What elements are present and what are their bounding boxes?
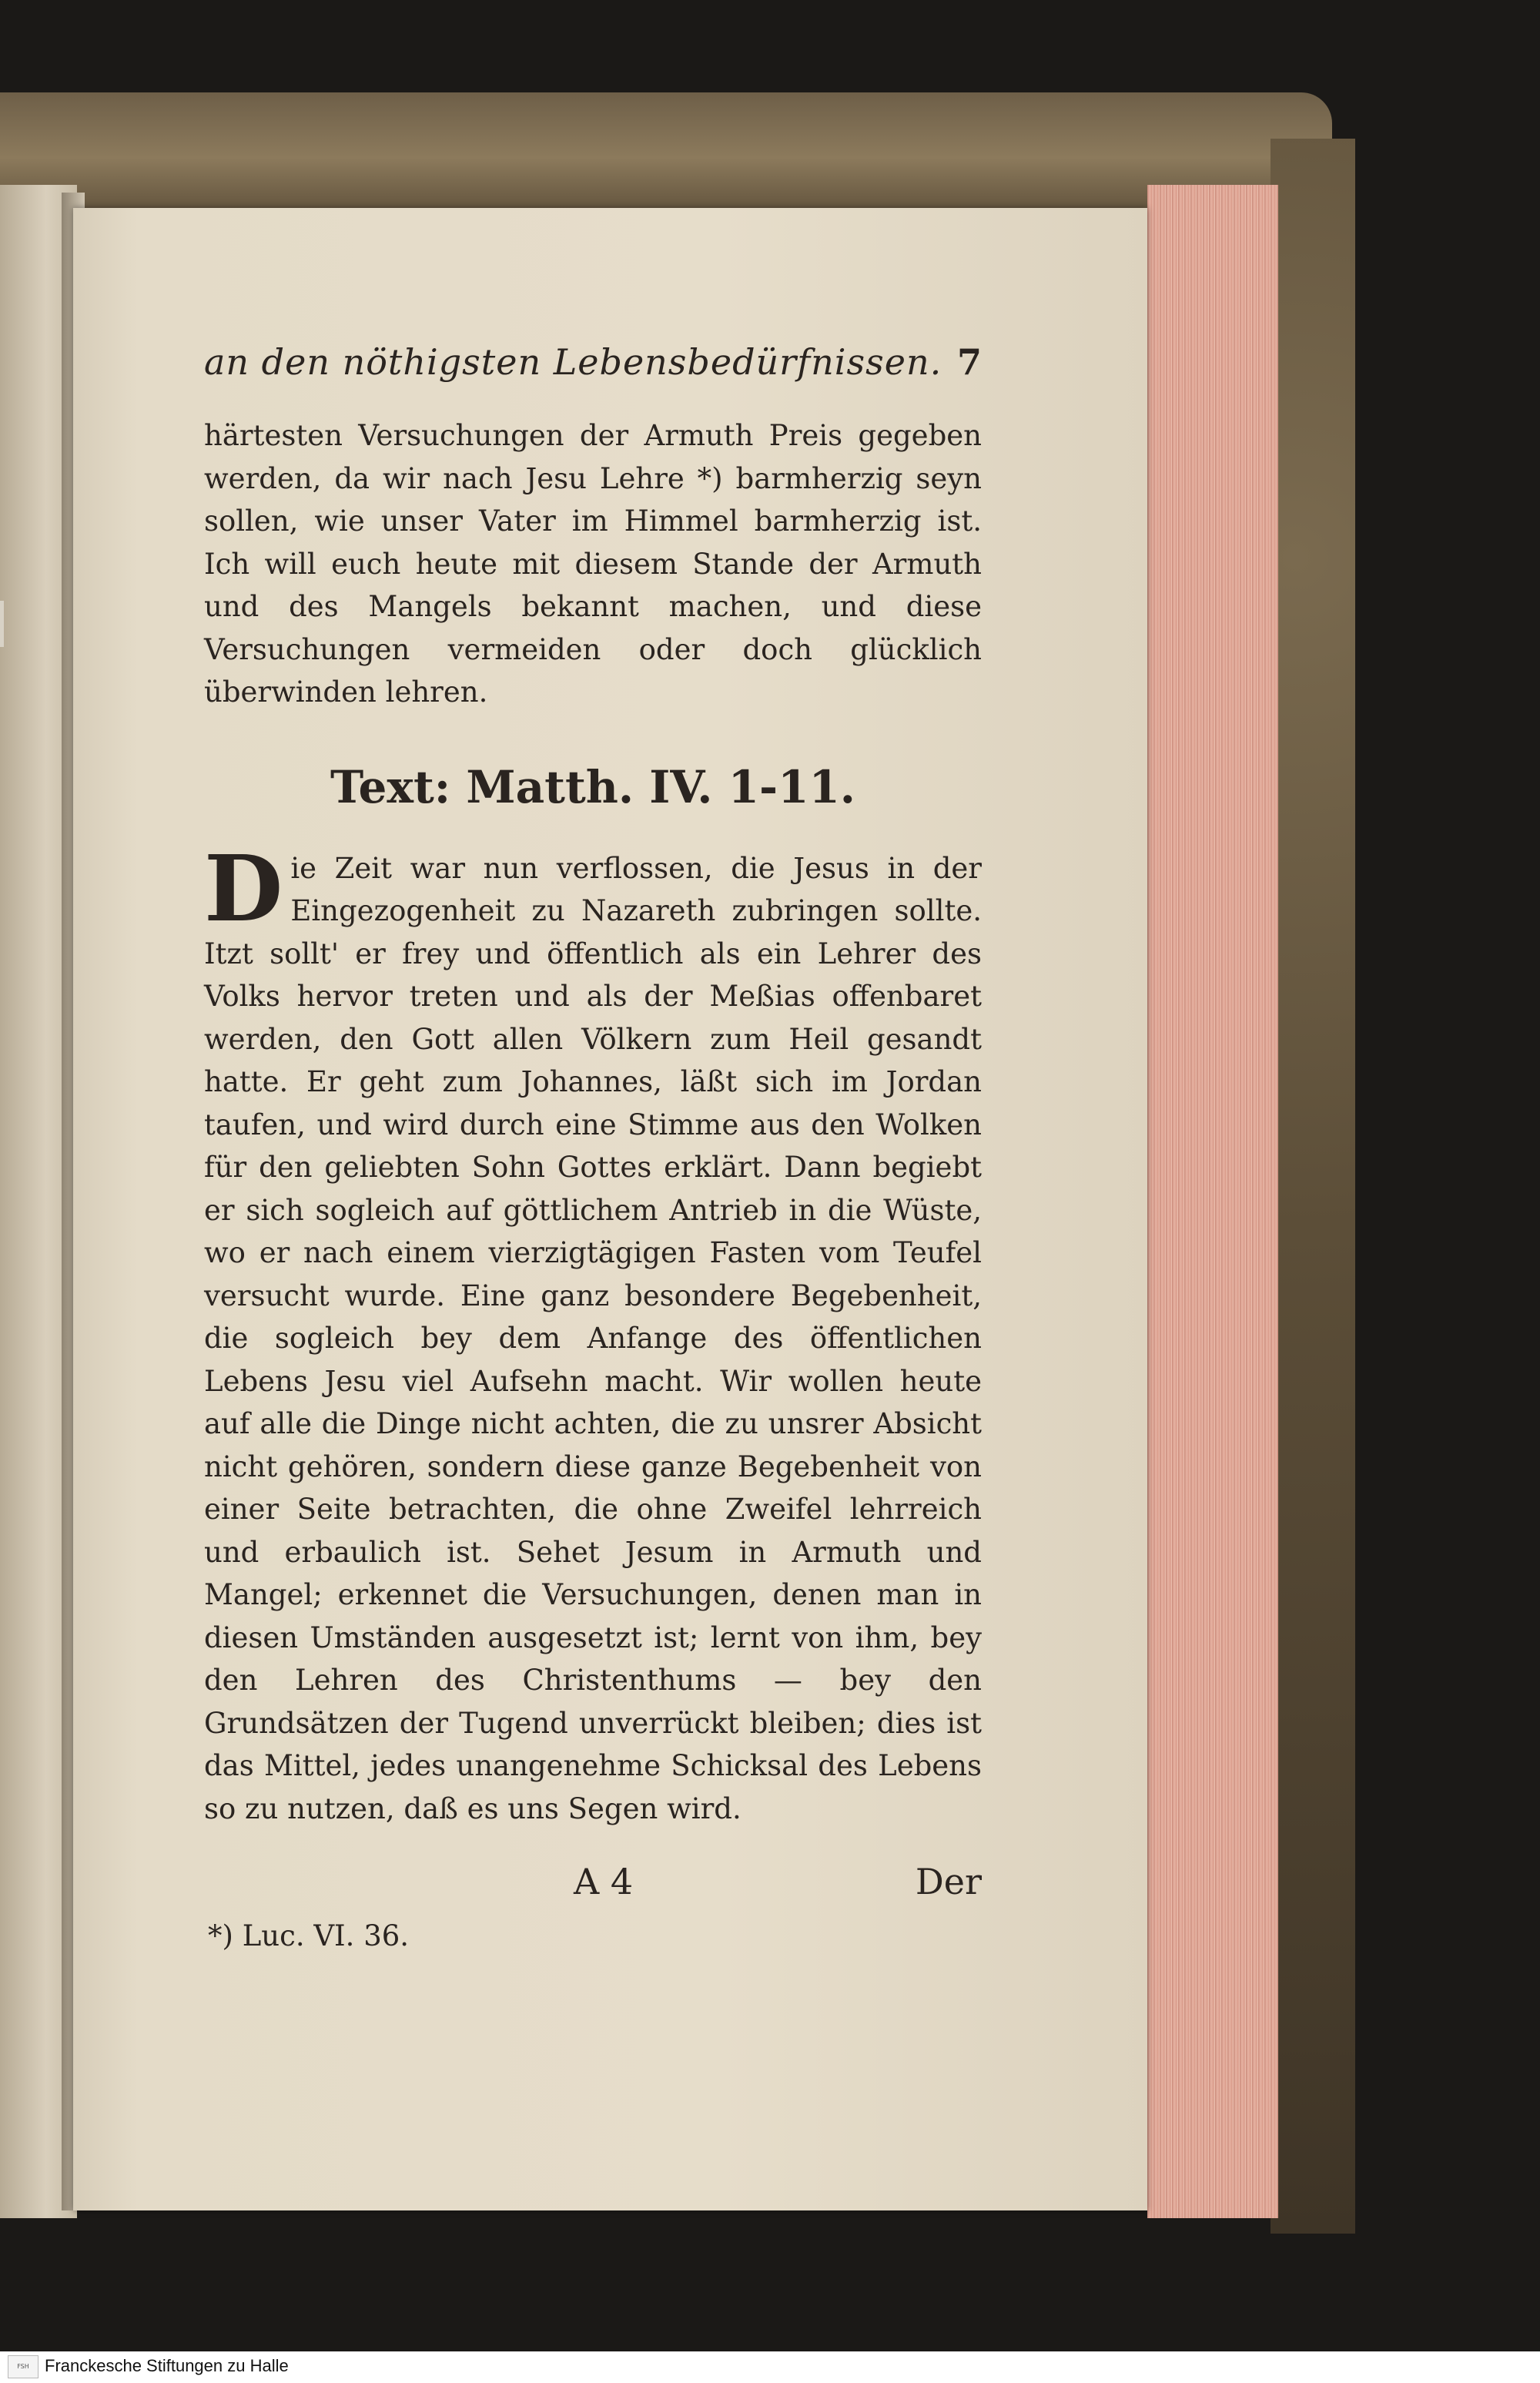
left-margin-mark	[0, 601, 4, 647]
running-head	[204, 339, 982, 385]
footnote: *) Luc. VI. 36.	[208, 1919, 410, 1952]
page-content	[204, 339, 982, 1952]
book-cover-edge	[1270, 139, 1355, 2234]
catchword: Der	[915, 1861, 982, 1902]
institution-logo-icon: FSH	[8, 2355, 38, 2378]
main-paragraph: ie Zeit war nun verflossen, die Jesus in der Eingezogenheit zu Nazareth zubringen sollte. Itzt sollt' er frey und öffentlich als ein Lehrer des Volks hervor treten und als der Meßias offenbaret werden, den Gott allen Völkern zum Heil gesandt hatte. Er geht zum Johannes, läßt sich im Jordan taufen, und wird durch eine Stimme aus den Wolken für den geliebten Sohn Gottes erklärt. Dann begiebt er sich sogleich auf göttlichem Antrieb in die Wüste, wo er nach einem vierzigtägigen Fasten vom Teufel versucht wurde. Eine ganz besondere Begebenheit, die sogleich bey dem Anfange des öffentlichen Lebens Jesu viel Aufsehn macht. Wir wollen heute auf alle die Dinge nicht achten, die zu unsrer Absicht nicht gehören, sondern diese ganze Begebenheit von einer Seite betrachten, die ohne Zweifel lehrreich und erbaulich ist. Sehet Jesum in Armuth und Mangel; erkennet die Versuchungen, denen man in diesen Umständen ausgesetzt ist; lernt von ihm, bey den Lehren des Christenthums — bey den Grundsätzen der Tugend unverrückt bleiben; dies ist das Mittel, jedes unangenehme Schicksal des Lebens so zu nutzen, daß es uns Segen wird.	[204, 851, 982, 1825]
page-edges-red	[1147, 185, 1278, 2218]
main-paragraph-block	[204, 834, 982, 1831]
running-title: an den nöthigsten Lebensbedürfnissen.	[204, 341, 942, 383]
text-heading: Text: Matth. IV. 1-11.	[330, 760, 855, 813]
signature-mark: A 4	[574, 1861, 634, 1902]
drop-cap: D	[204, 834, 283, 942]
page-foot	[204, 1861, 982, 1902]
intro-paragraph: härtesten Versuchungen der Armuth Preis gegeben werden, da wir nach Jesu Lehre *) barmherzig seyn sollen, wie unser Vater im Himmel barmherzig ist. Ich will euch heute mit diesem Stande der Armuth und des Mangels bekannt machen, und diese Versuchungen vermeiden oder doch glücklich überwinden lehren.	[204, 419, 982, 709]
book-spine-top	[0, 92, 1332, 223]
page-number: 7	[956, 341, 982, 383]
footer-label: Franckesche Stiftungen zu Halle	[45, 2356, 289, 2375]
